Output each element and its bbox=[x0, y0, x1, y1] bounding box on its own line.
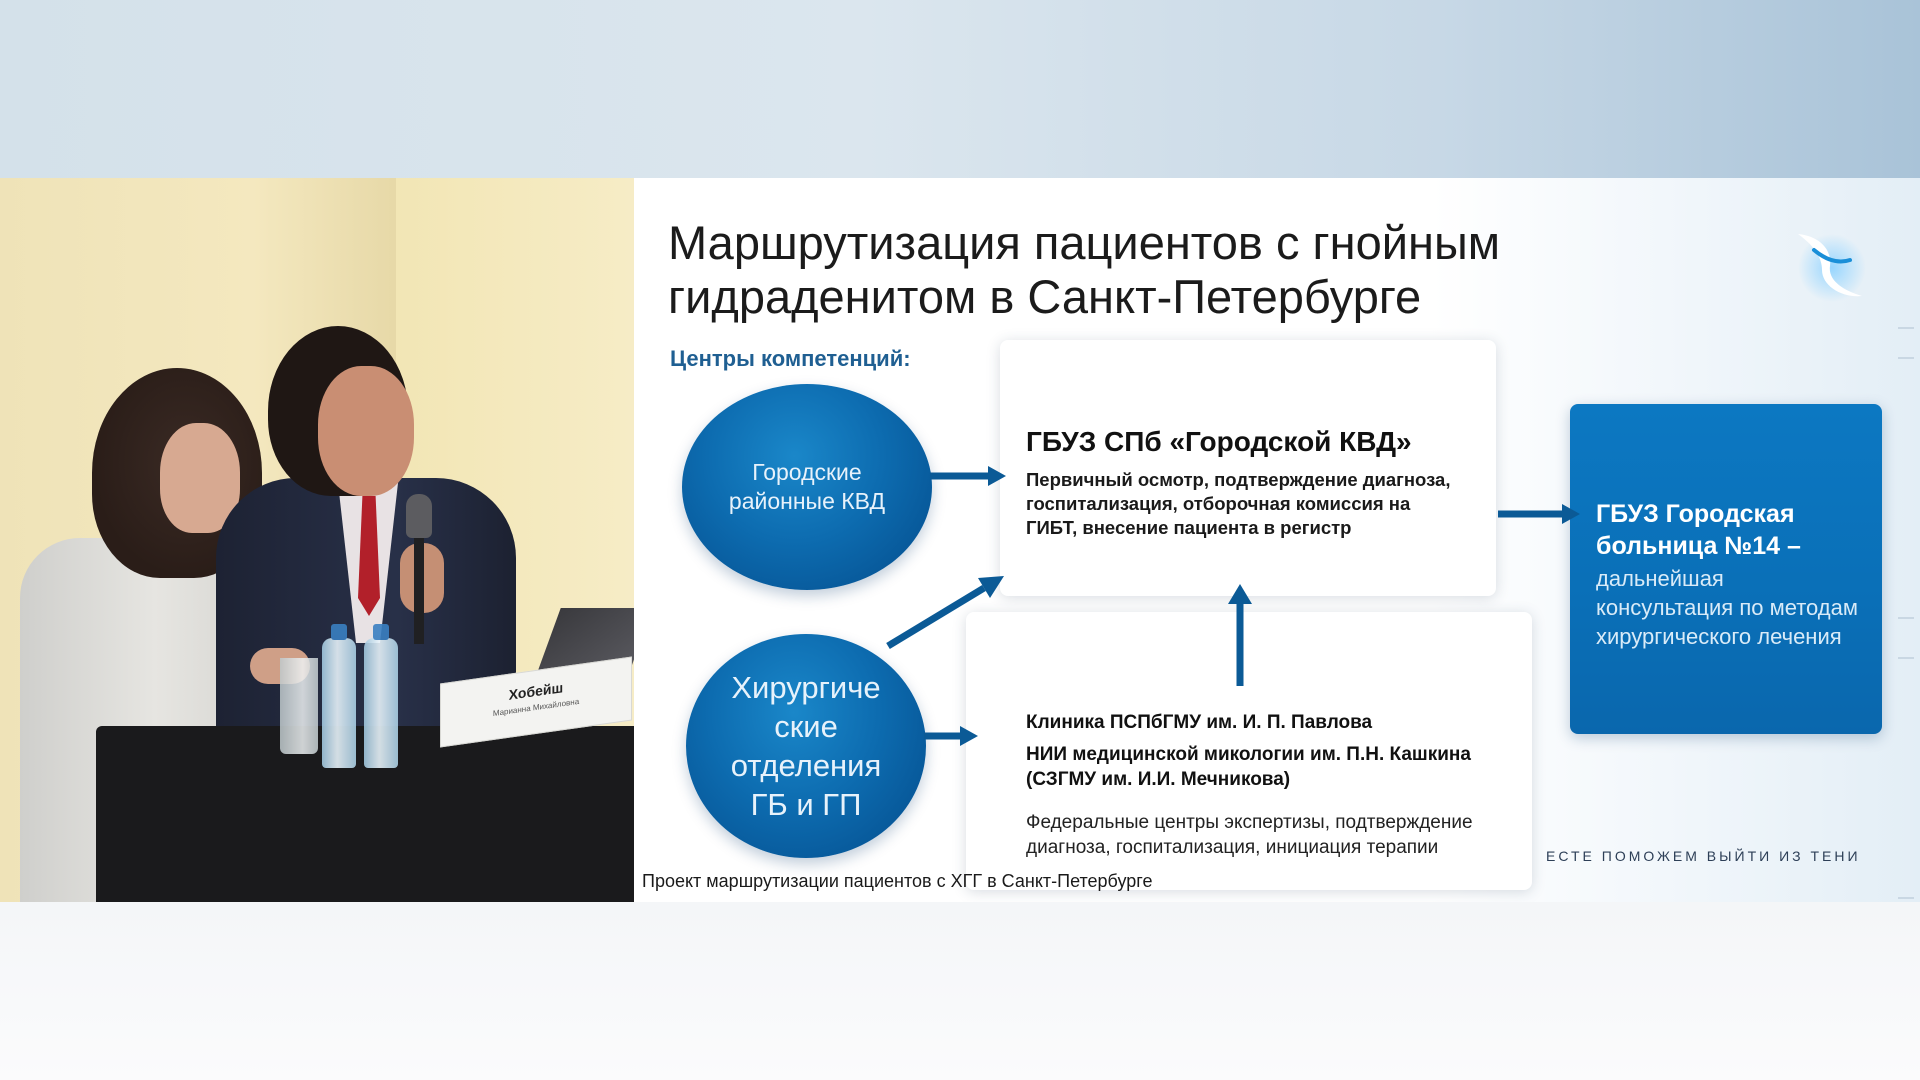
city-hospital-14-title: ГБУЗ Городская больница №14 – bbox=[1596, 500, 1801, 560]
oval-label: Хирургиче ские отделения ГБ и ГП bbox=[730, 670, 882, 822]
speaker-man-face bbox=[318, 366, 414, 496]
water-bottle bbox=[322, 638, 356, 768]
city-hospital-14-box bbox=[1570, 404, 1882, 734]
city-district-kvd-oval bbox=[682, 384, 932, 590]
bottle-cap bbox=[331, 624, 347, 640]
federal-centers-description: Федеральные центры экспертизы, подтверждение диагноза, госпитализация, инициация терапии bbox=[1026, 812, 1473, 858]
slide-title bbox=[668, 216, 1628, 324]
speaker-video bbox=[0, 178, 634, 902]
pavlov-clinic-label: Клиника ПСПбГМУ им. И. П. Павлова bbox=[1026, 712, 1373, 733]
drinking-glass bbox=[280, 658, 318, 754]
kashkin-institute-label: НИИ медицинской микологии им. П.Н. Кашкина (СЗГМУ им. И.И. Мечникова) bbox=[1026, 744, 1471, 790]
slide-title-line-1: Маршрутизация пациентов с гнойным bbox=[668, 216, 1501, 269]
slide-title-line-2: гидраденитом в Санкт-Петербурге bbox=[668, 270, 1422, 323]
slogan-text: ЕСТЕ ПОМОЖЕМ ВЫЙТИ ИЗ ТЕНИ bbox=[1546, 848, 1861, 864]
microphone-handle bbox=[414, 534, 424, 644]
presentation-slide bbox=[634, 178, 1920, 902]
stream-caption: Проект маршрутизации пациентов с ХГГ в Санкт-Петербурге bbox=[642, 871, 1153, 891]
top-background-band bbox=[0, 0, 1920, 178]
surgical-departments-oval bbox=[686, 634, 926, 858]
city-kvd-title: ГБУЗ СПб «Городской КВД» bbox=[1026, 426, 1412, 457]
microphone-icon bbox=[406, 494, 432, 538]
bottle-cap bbox=[373, 624, 389, 640]
city-kvd-card bbox=[1000, 340, 1496, 596]
bottom-background-band bbox=[0, 902, 1920, 1080]
city-hospital-14-description: дальнейшая консультация по методам хирургического лечения bbox=[1596, 566, 1859, 649]
city-kvd-description: Первичный осмотр, подтверждение диагноза, госпитализация, отборочная комиссия на ГИБТ, внесение пациента в регистр bbox=[1026, 469, 1451, 538]
name-plate-subtitle: Марианна Михайловна bbox=[492, 696, 580, 719]
oval-label: Городские районные КВД bbox=[728, 459, 886, 514]
competence-centers-label: Центры компетенций: bbox=[670, 346, 911, 371]
name-plate-name: Хобейш bbox=[508, 679, 564, 703]
water-bottle bbox=[364, 638, 398, 768]
federal-centers-card bbox=[966, 612, 1532, 890]
foundation-logo-icon bbox=[1784, 220, 1874, 310]
